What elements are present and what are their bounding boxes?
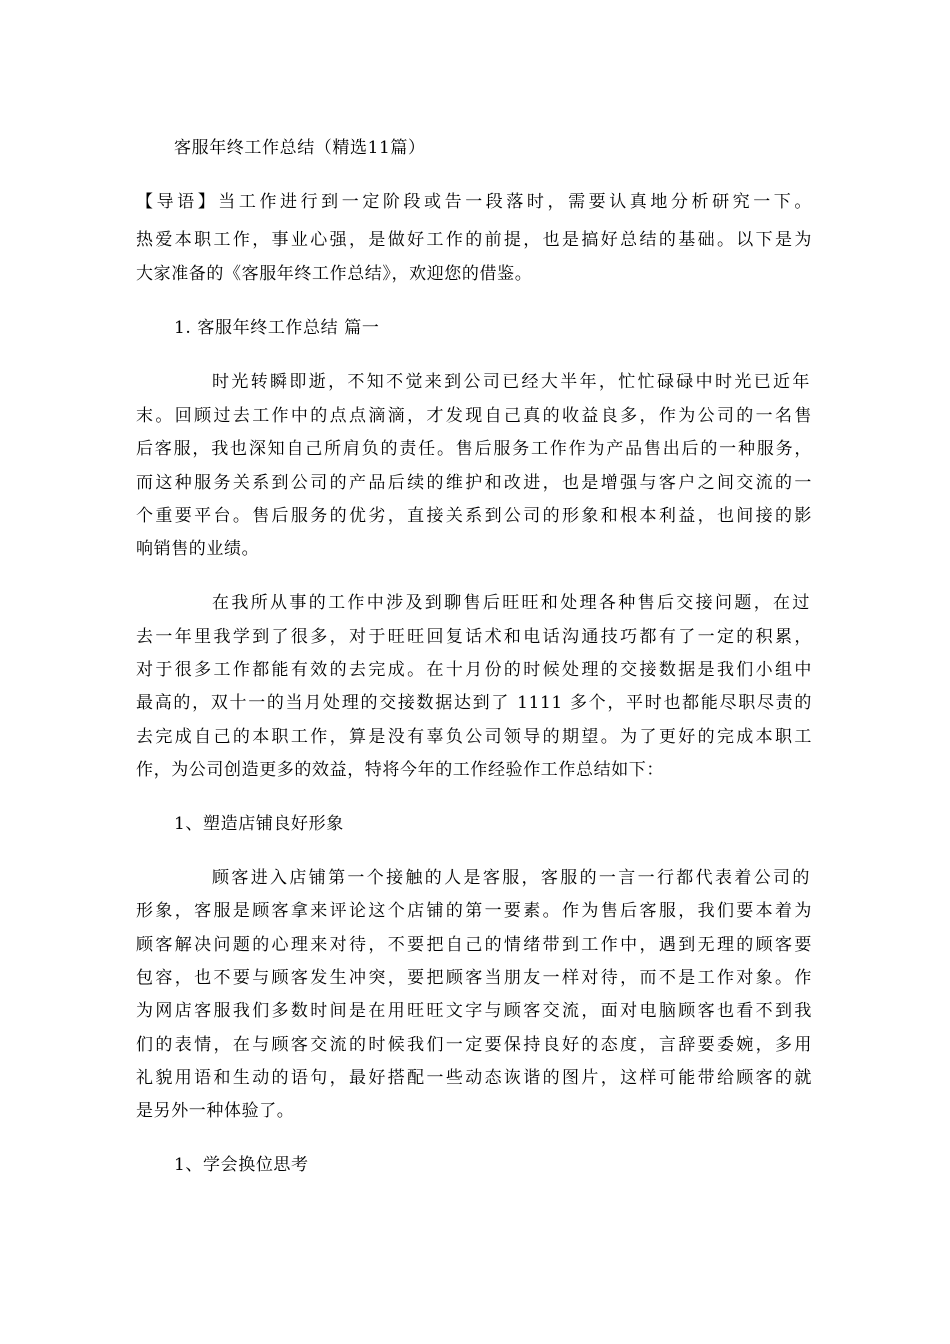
paragraph-line: 是另外一种体验了。 — [136, 1101, 295, 1121]
paragraph-line: 礼貌用语和生动的语句，最好搭配一些动态诙谐的图片，这样可能带给顾客的就 — [136, 1068, 812, 1088]
paragraph-line: 顾客进入店铺第一个接触的人是客服，客服的一言一行都代表着公司的 — [212, 868, 810, 888]
sub-heading: 1、塑造店铺良好形象 — [174, 814, 344, 834]
intro-line: 大家准备的《客服年终工作总结》，欢迎您的借鉴。 — [136, 264, 533, 284]
section-heading: 1. 客服年终工作总结 篇一 — [174, 318, 380, 338]
paragraph-line: 去一年里我学到了很多，对于旺旺回复话术和电话沟通技巧都有了一定的积累， — [136, 627, 812, 647]
paragraph-line: 去完成自己的本职工作，算是没有辜负公司领导的期望。为了更好的完成本职工 — [136, 727, 812, 747]
paragraph-line: 后客服，我也深知自己所肩负的责任。售后服务工作作为产品售出后的一种服务， — [136, 439, 812, 459]
paragraph-line: 末。回顾过去工作中的点点滴滴，才发现自己真的收益良多，作为公司的一名售 — [136, 406, 812, 426]
document-title: 客服年终工作总结（精选11篇） — [174, 138, 426, 158]
paragraph-line: 们的表情，在与顾客交流的时候我们一定要保持良好的态度，言辞要委婉，多用 — [136, 1035, 812, 1055]
paragraph-line: 时光转瞬即逝，不知不觉来到公司已经大半年，忙忙碌碌中时光已近年 — [212, 372, 810, 392]
paragraph-line: 为网店客服我们多数时间是在用旺旺文字与顾客交流，面对电脑顾客也看不到我 — [136, 1001, 812, 1021]
paragraph-line: 在我所从事的工作中涉及到聊售后旺旺和处理各种售后交接问题，在过 — [212, 593, 810, 613]
paragraph-line: 对于很多工作都能有效的去完成。在十月份的时候处理的交接数据是我们小组中 — [136, 660, 812, 680]
paragraph-line: 最高的，双十一的当月处理的交接数据达到了 1111 多个，平时也都能尽职尽责的 — [136, 693, 812, 713]
paragraph-line: 作，为公司创造更多的效益，特将今年的工作经验作工作总结如下： — [136, 760, 664, 780]
paragraph-line: 顾客解决问题的心理来对待，不要把自己的情绪带到工作中，遇到无理的顾客要 — [136, 935, 812, 955]
paragraph-line: 包容，也不要与顾客发生冲突，要把顾客当朋友一样对待，而不是工作对象。作 — [136, 968, 812, 988]
sub-heading: 1、学会换位思考 — [174, 1155, 309, 1175]
paragraph-line: 形象，客服是顾客拿来评论这个店铺的第一要素。作为售后客服，我们要本着为 — [136, 901, 812, 921]
paragraph-line: 响销售的业绩。 — [136, 539, 260, 559]
intro-line: 热爱本职工作，事业心强，是做好工作的前提，也是搞好总结的基础。以下是为 — [136, 230, 812, 250]
paragraph-line: 个重要平台。售后服务的优劣，直接关系到公司的形象和根本利益，也间接的影 — [136, 506, 812, 526]
paragraph-line: 而这种服务关系到公司的产品后续的维护和改进，也是增强与客户之间交流的一 — [136, 473, 812, 493]
intro-line: 【导语】当工作进行到一定阶段或告一段落时，需要认真地分析研究一下。 — [136, 192, 812, 212]
